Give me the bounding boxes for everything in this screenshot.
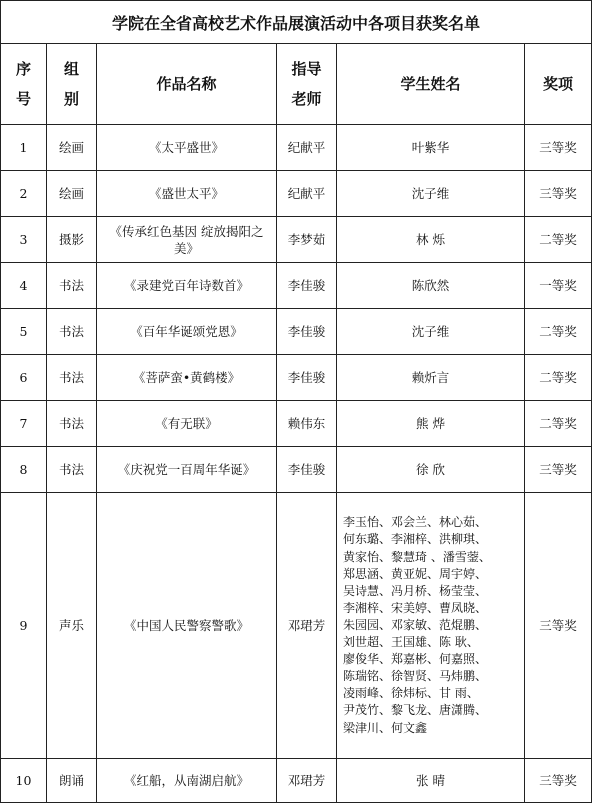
row-work: 《中国人民警察警歌》 bbox=[97, 493, 277, 759]
header-index-bottom: 号 bbox=[15, 90, 31, 108]
row-award: 三等奖 bbox=[525, 171, 592, 217]
row-work: 《有无联》 bbox=[97, 401, 277, 447]
row-index: 2 bbox=[1, 171, 47, 217]
row-group: 声乐 bbox=[47, 493, 97, 759]
row-teacher: 李梦茹 bbox=[277, 217, 337, 263]
header-teacher-top: 指导 bbox=[291, 60, 322, 78]
row-teacher: 纪献平 bbox=[277, 125, 337, 171]
table-row bbox=[1, 355, 592, 401]
header-teacher-bottom: 老师 bbox=[291, 90, 322, 108]
row-students: 林 烁 bbox=[337, 217, 525, 263]
header-group-bottom: 别 bbox=[63, 90, 79, 108]
table-row bbox=[1, 263, 592, 309]
row-group: 绘画 bbox=[47, 171, 97, 217]
row-students: 沈子维 bbox=[337, 171, 525, 217]
row-teacher: 赖伟东 bbox=[277, 401, 337, 447]
header-award: 奖项 bbox=[525, 44, 592, 125]
header-teacher bbox=[277, 44, 337, 125]
table-row bbox=[1, 759, 592, 803]
row-award: 二等奖 bbox=[525, 217, 592, 263]
header-group bbox=[47, 44, 97, 125]
table-row bbox=[1, 493, 592, 759]
table-header-row bbox=[1, 44, 592, 125]
table-row bbox=[1, 447, 592, 493]
row-work: 《录建党百年诗数首》 bbox=[97, 263, 277, 309]
row-teacher: 李佳骏 bbox=[277, 355, 337, 401]
row-index: 4 bbox=[1, 263, 47, 309]
row-work: 《菩萨蛮•黄鹤楼》 bbox=[97, 355, 277, 401]
row-group: 书法 bbox=[47, 309, 97, 355]
row-index: 7 bbox=[1, 401, 47, 447]
row-teacher: 纪献平 bbox=[277, 171, 337, 217]
row-teacher: 李佳骏 bbox=[277, 309, 337, 355]
row-students: 沈子维 bbox=[337, 309, 525, 355]
row-students: 徐 欣 bbox=[337, 447, 525, 493]
row-group: 摄影 bbox=[47, 217, 97, 263]
row-students: 熊 烨 bbox=[337, 401, 525, 447]
table-row bbox=[1, 171, 592, 217]
row-index: 1 bbox=[1, 125, 47, 171]
row-students: 张 晴 bbox=[337, 759, 525, 803]
row-teacher: 李佳骏 bbox=[277, 263, 337, 309]
row-award: 三等奖 bbox=[525, 125, 592, 171]
table-row bbox=[1, 309, 592, 355]
row-index: 9 bbox=[1, 493, 47, 759]
row-work: 《太平盛世》 bbox=[97, 125, 277, 171]
header-work: 作品名称 bbox=[97, 44, 277, 125]
row-group: 书法 bbox=[47, 447, 97, 493]
row-group: 绘画 bbox=[47, 125, 97, 171]
row-group: 书法 bbox=[47, 263, 97, 309]
row-teacher: 李佳骏 bbox=[277, 447, 337, 493]
row-students: 李玉怡、邓会兰、林心茹、 何东璐、李湘梓、洪柳琪、 黄家怡、黎慧琦 、潘雪蓥、 郑思涵、黄亚妮、周宇婷、 吴诗慧、冯月桥、杨莹莹、 李湘梓、宋美婷、曹凤晓、 朱园园、邓家敏、范焜鹏、 刘世超、王国雄、陈 耿、 廖俊华、郑嘉彬、何嘉照、 陈瑞铭、徐智贤、马炜鹏、 凌雨峰、徐炜标、甘 雨、 尹茂竹、黎飞龙、唐潇腾、 梁津川、何文鑫 bbox=[337, 493, 525, 759]
table-row bbox=[1, 217, 592, 263]
row-award: 二等奖 bbox=[525, 355, 592, 401]
row-index: 3 bbox=[1, 217, 47, 263]
row-work: 《红船，从南湖启航》 bbox=[97, 759, 277, 803]
row-teacher: 邓珺芳 bbox=[277, 759, 337, 803]
row-work: 《盛世太平》 bbox=[97, 171, 277, 217]
table-row bbox=[1, 401, 592, 447]
row-award: 二等奖 bbox=[525, 401, 592, 447]
row-work: 《百年华诞颂党恩》 bbox=[97, 309, 277, 355]
row-students: 赖炘言 bbox=[337, 355, 525, 401]
row-group: 朗诵 bbox=[47, 759, 97, 803]
row-award: 一等奖 bbox=[525, 263, 592, 309]
row-award: 三等奖 bbox=[525, 447, 592, 493]
row-award: 二等奖 bbox=[525, 309, 592, 355]
table-row bbox=[1, 125, 592, 171]
row-award: 三等奖 bbox=[525, 759, 592, 803]
row-work: 《庆祝党一百周年华诞》 bbox=[97, 447, 277, 493]
row-group: 书法 bbox=[47, 401, 97, 447]
row-index: 10 bbox=[1, 759, 47, 803]
row-students: 陈欣然 bbox=[337, 263, 525, 309]
row-work: 《传承红色基因 绽放揭阳之美》 bbox=[97, 217, 277, 263]
document-title: 学院在全省高校艺术作品展演活动中各项目获奖名单 bbox=[1, 1, 592, 44]
row-students: 叶紫华 bbox=[337, 125, 525, 171]
header-group-top: 组 bbox=[63, 60, 79, 78]
row-index: 6 bbox=[1, 355, 47, 401]
row-award: 三等奖 bbox=[525, 493, 592, 759]
row-group: 书法 bbox=[47, 355, 97, 401]
row-teacher: 邓珺芳 bbox=[277, 493, 337, 759]
header-index bbox=[1, 44, 47, 125]
header-index-top: 序 bbox=[15, 60, 31, 78]
row-index: 8 bbox=[1, 447, 47, 493]
header-students: 学生姓名 bbox=[337, 44, 525, 125]
row-index: 5 bbox=[1, 309, 47, 355]
